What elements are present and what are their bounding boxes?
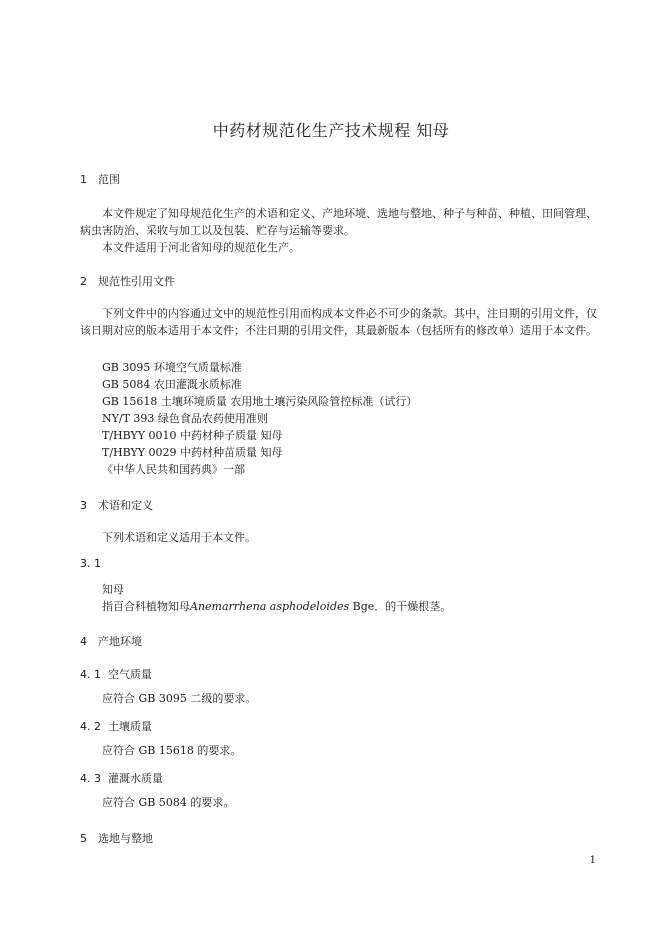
subsection-number: 4. 2 [80, 720, 101, 733]
reference-item: 《中华人民共和国药典》一部 [102, 463, 245, 476]
section-title: 术语和定义 [98, 499, 153, 512]
term-definition [102, 599, 451, 615]
term-definition-suffix: Bge．的干燥根茎。 [349, 600, 452, 613]
subsection-number-3-1: 3. 1 [80, 557, 101, 570]
air-quality-requirement: 应符合 GB 3095 二级的要求。 [102, 692, 257, 705]
terms-intro: 下列术语和定义适用于本文件。 [102, 531, 256, 544]
reference-item: T/HBYY 0010 中药材种子质量 知母 [102, 429, 283, 442]
term-name: 知母 [102, 583, 124, 596]
subsection-title: 土壤质量 [108, 720, 152, 733]
reference-item: GB 15618 土壤环境质量 农用地土壤污染风险管控标准（试行） [102, 395, 418, 408]
subsection-heading-4-1 [80, 666, 152, 682]
reference-item: T/HBYY 0029 中药材种苗质量 知母 [102, 446, 283, 459]
references-intro: 下列文件中的内容通过文中的规范性引用而构成本文件必不可少的条款。其中，注日期的引用文件，仅该日期对应的版本适用于本文件；不注日期的引用文件，其最新版本（包括所有的修改单）适用于本文件。 [80, 307, 597, 337]
subsection-number: 4. 3 [80, 772, 101, 785]
section-number: 4 [80, 635, 87, 648]
section-number: 3 [80, 499, 87, 512]
subsection-title: 空气质量 [108, 668, 152, 681]
section-heading-5 [80, 830, 153, 846]
section-title: 规范性引用文件 [98, 275, 175, 288]
section-title: 范围 [98, 173, 120, 186]
section-number: 2 [80, 275, 87, 288]
term-definition-text: 指百合科植物知母 [102, 600, 190, 613]
irrigation-water-requirement: 应符合 GB 5084 的要求。 [102, 796, 235, 809]
section-number: 5 [80, 832, 87, 845]
scope-paragraph: 本文件规定了知母规范化生产的术语和定义、产地环境、选地与整地、种子与种苗、种植、田间管理、病虫害防治、采收与加工以及包装、贮存与运输等要求。 [80, 207, 597, 237]
section-heading-2 [80, 273, 175, 289]
scope-applicability: 本文件适用于河北省知母的规范化生产。 [102, 241, 300, 254]
reference-item: GB 3095 环境空气质量标准 [102, 361, 242, 374]
document-title: 中药材规范化生产技术规程 知母 [212, 121, 450, 140]
section-title: 产地环境 [98, 635, 142, 648]
subsection-title: 灌溉水质量 [108, 772, 163, 785]
section-title: 选地与整地 [98, 832, 153, 845]
subsection-number: 4. 1 [80, 668, 101, 681]
section-heading-3 [80, 497, 153, 513]
subsection-heading-4-2 [80, 718, 152, 734]
section-number: 1 [80, 173, 87, 186]
term-latin-name: Anemarrhena asphodeloides [190, 600, 350, 613]
section-heading-4 [80, 633, 142, 649]
section-heading-1 [80, 171, 120, 187]
subsection-heading-4-3 [80, 770, 163, 786]
reference-item: GB 5084 农田灌溉水质标准 [102, 378, 242, 391]
page-number: 1 [589, 855, 596, 866]
soil-quality-requirement: 应符合 GB 15618 的要求。 [102, 744, 242, 757]
reference-item: NY/T 393 绿色食品农药使用准则 [102, 412, 268, 425]
